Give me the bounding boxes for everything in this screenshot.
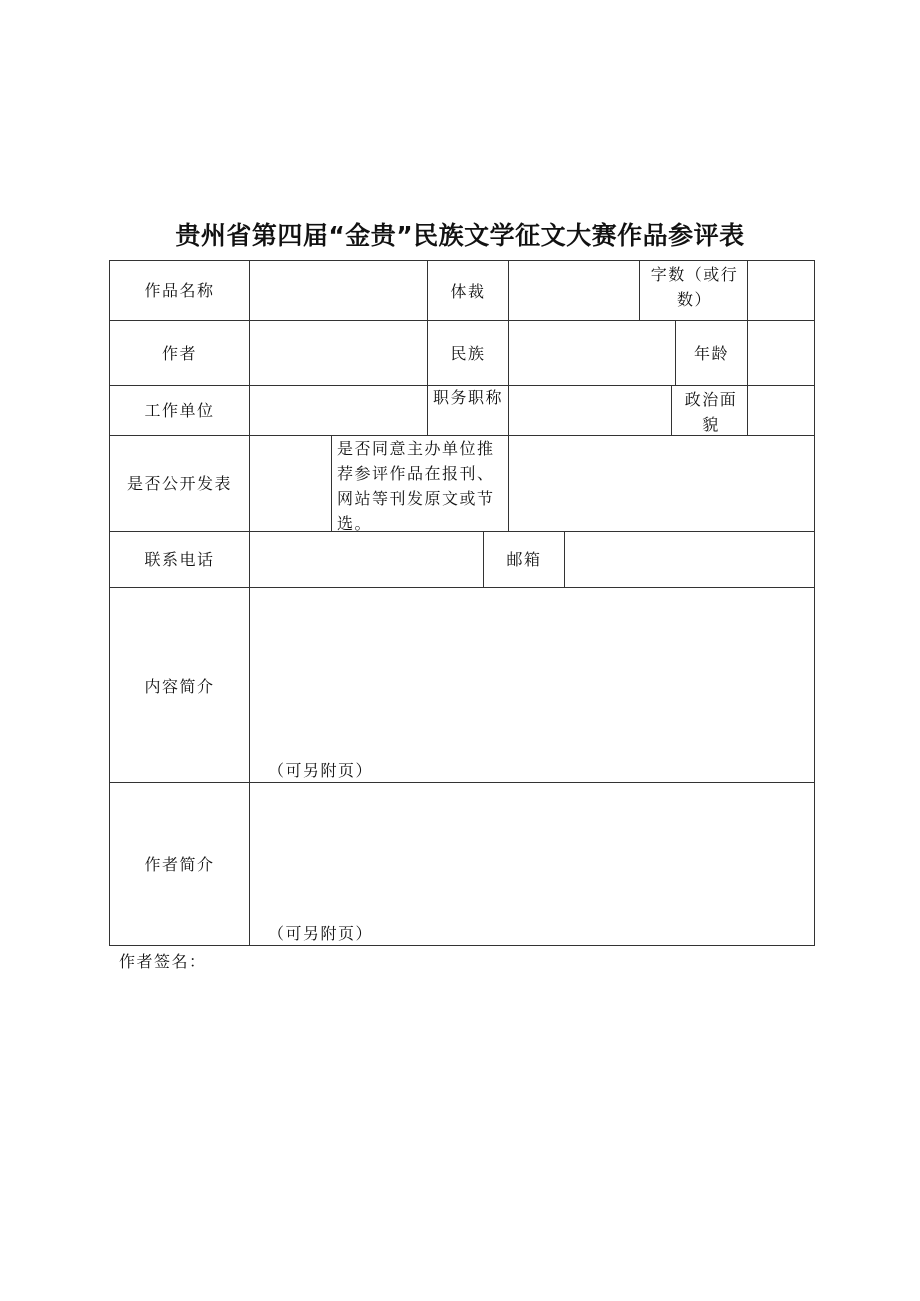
phone-field[interactable]: [250, 532, 483, 587]
author-signature-label: 作者签名：: [119, 952, 207, 971]
work-name-label: 作品名称: [144, 281, 215, 300]
word-count-field[interactable]: [748, 261, 814, 320]
table-line: [331, 435, 332, 531]
table-line: [109, 945, 815, 946]
published-label: 是否公开发表: [126, 474, 232, 493]
genre-field[interactable]: [509, 261, 639, 320]
consent-question: 是否同意主办单位推荐参评作品在报刊、网站等刊发原文或节选。: [337, 439, 495, 533]
work-unit-label: 工作单位: [144, 401, 215, 420]
work-name-field[interactable]: [250, 261, 427, 320]
table-line: [814, 260, 815, 946]
content-summary-label: 内容简介: [144, 677, 215, 696]
table-line: [639, 260, 640, 320]
ethnicity-label: 民族: [450, 344, 486, 363]
job-title-field[interactable]: [509, 386, 671, 435]
table-line: [109, 260, 815, 261]
age-field[interactable]: [748, 321, 814, 385]
author-bio-label: 作者简介: [144, 855, 215, 874]
job-title-label: 职务职称: [432, 388, 503, 407]
ethnicity-field[interactable]: [509, 321, 675, 385]
content-summary-attachment-note: （可另附页）: [268, 761, 374, 780]
age-label: 年龄: [693, 344, 729, 363]
political-status-label: 政治面貌: [684, 390, 738, 434]
email-label: 邮箱: [506, 550, 542, 569]
email-field[interactable]: [565, 532, 814, 587]
author-bio-attachment-note: （可另附页）: [268, 924, 374, 943]
author-label: 作者: [161, 344, 197, 363]
author-field[interactable]: [250, 321, 427, 385]
work-unit-field[interactable]: [250, 386, 427, 435]
form-title: 贵州省第四届“金贵”民族文学征文大赛作品参评表: [175, 221, 745, 250]
phone-label: 联系电话: [144, 550, 215, 569]
table-line: [109, 320, 815, 321]
genre-label: 体裁: [450, 282, 486, 301]
content-summary-field[interactable]: [250, 588, 814, 782]
published-field[interactable]: [250, 436, 331, 531]
table-line: [671, 385, 672, 435]
political-status-field[interactable]: [748, 386, 814, 435]
consent-field[interactable]: [509, 436, 814, 531]
word-count-label: 字数（或行数）: [650, 265, 739, 309]
